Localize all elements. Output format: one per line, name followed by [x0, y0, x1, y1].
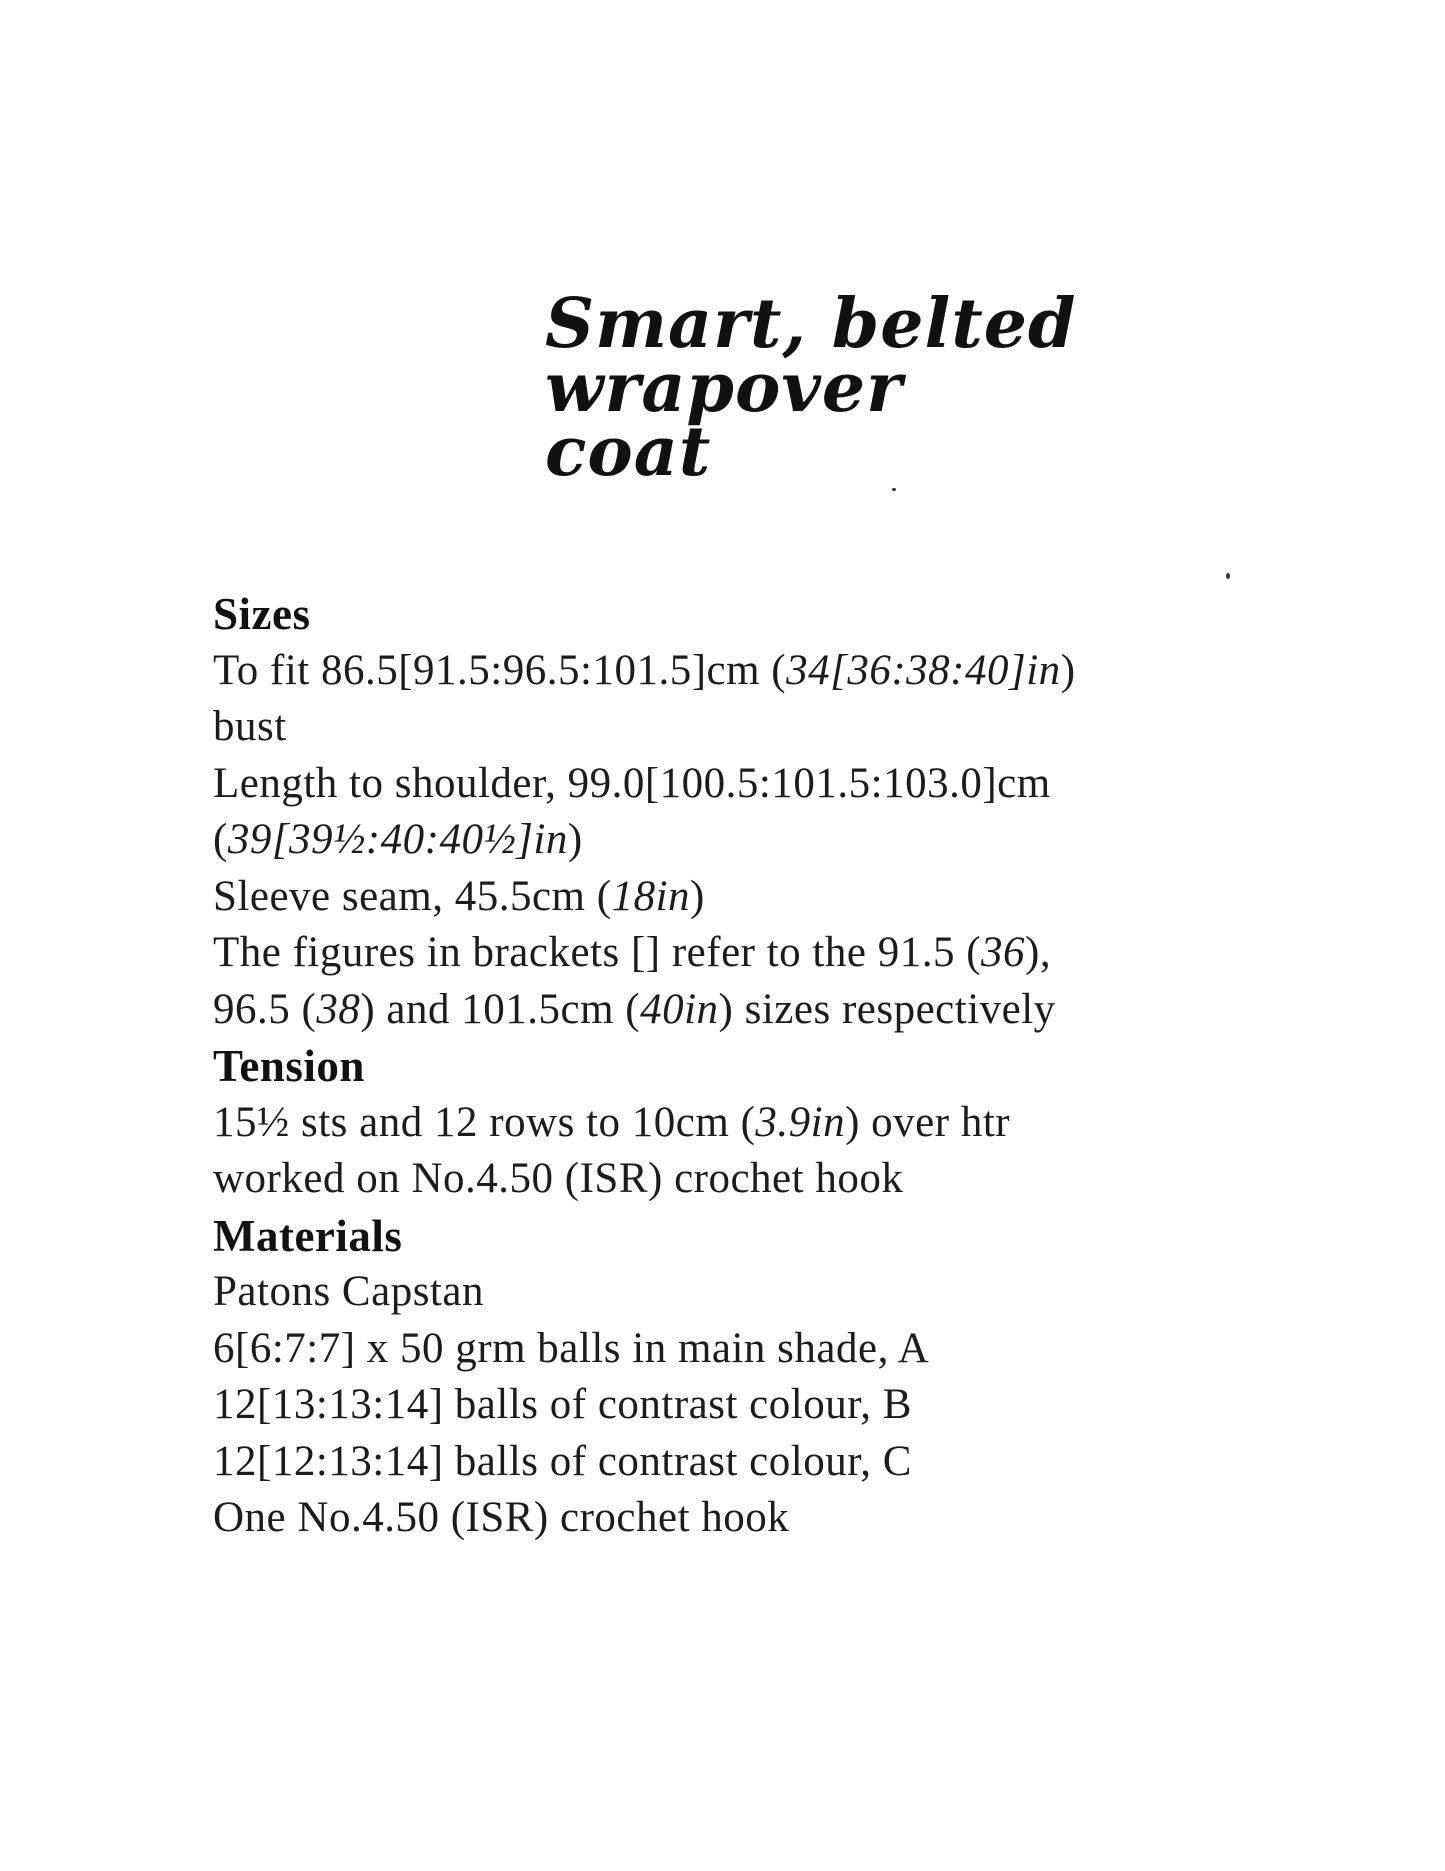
- sizes-length-line: Length to shoulder, 99.0[100.5:101.5:103.0]cm: [213, 759, 1051, 807]
- tension-line-2: worked on No.4.50 (ISR) crochet hook: [213, 1155, 904, 1202]
- tension-text: 15½ sts and 12 rows to 10cm (: [213, 1098, 756, 1146]
- sizes-length-inches-line: [213, 812, 1353, 869]
- tension-text-end: ) over htr: [845, 1098, 1011, 1146]
- materials-item: Patons Capstan: [213, 1268, 484, 1315]
- pattern-details: [213, 586, 1353, 1547]
- title-line-1: Smart, belted: [545, 284, 1077, 364]
- pattern-title: [545, 284, 1077, 492]
- sizes-sleeve-inches: 18in: [611, 872, 691, 920]
- sizes-fit-text: To fit 86.5[91.5:96.5:101.5]cm (: [213, 646, 787, 694]
- sizes-fit-line: [213, 643, 1353, 700]
- sizes-figures2-text: 96.5 (: [213, 985, 317, 1033]
- sizes-length-close: ): [567, 816, 583, 863]
- sizes-figures2-38: 38: [316, 985, 361, 1033]
- sizes-sleeve-line: [213, 869, 1353, 926]
- sizes-bust-line: bust: [213, 703, 287, 750]
- materials-heading: Materials: [213, 1210, 403, 1261]
- materials-item: 6[6:7:7] x 50 grm balls in main shade, A: [213, 1324, 930, 1372]
- print-speck: [892, 488, 896, 491]
- title-line-3: coat: [545, 412, 712, 492]
- sizes-heading: Sizes: [213, 589, 311, 639]
- tension-inches: 3.9in: [755, 1098, 846, 1146]
- sizes-sleeve-text: Sleeve seam, 45.5cm (: [213, 872, 612, 920]
- sizes-figures2-mid: ) and 101.5cm (: [360, 985, 641, 1033]
- materials-item: 12[13:13:14] balls of contrast colour, B: [213, 1381, 912, 1428]
- sizes-sleeve-close: ): [690, 872, 705, 920]
- sizes-length-open: (: [213, 816, 228, 863]
- sizes-figures-text: The figures in brackets [] refer to the 91.5 (: [213, 929, 982, 976]
- sizes-figures-line-2: [213, 982, 1353, 1039]
- sizes-figures2-end: ) sizes respectively: [718, 985, 1056, 1033]
- materials-item: One No.4.50 (ISR) crochet hook: [213, 1494, 790, 1541]
- sizes-figures-close: ),: [1025, 929, 1052, 976]
- tension-line-1: [213, 1095, 1353, 1152]
- tension-heading: Tension: [213, 1041, 365, 1091]
- sizes-figures-line: [213, 925, 1353, 982]
- sizes-figures2-40in: 40in: [640, 985, 719, 1033]
- sizes-fit-close: ): [1060, 646, 1076, 694]
- print-speck: [1226, 573, 1230, 579]
- materials-item: 12[12:13:14] balls of contrast colour, C: [213, 1437, 912, 1485]
- sizes-length-inches: 39[39½:40:40½]in: [227, 816, 568, 863]
- sizes-figures-36: 36: [981, 929, 1026, 976]
- title-line-2: wrapover: [545, 348, 903, 428]
- sizes-fit-inches: 34[36:38:40]in: [786, 646, 1061, 694]
